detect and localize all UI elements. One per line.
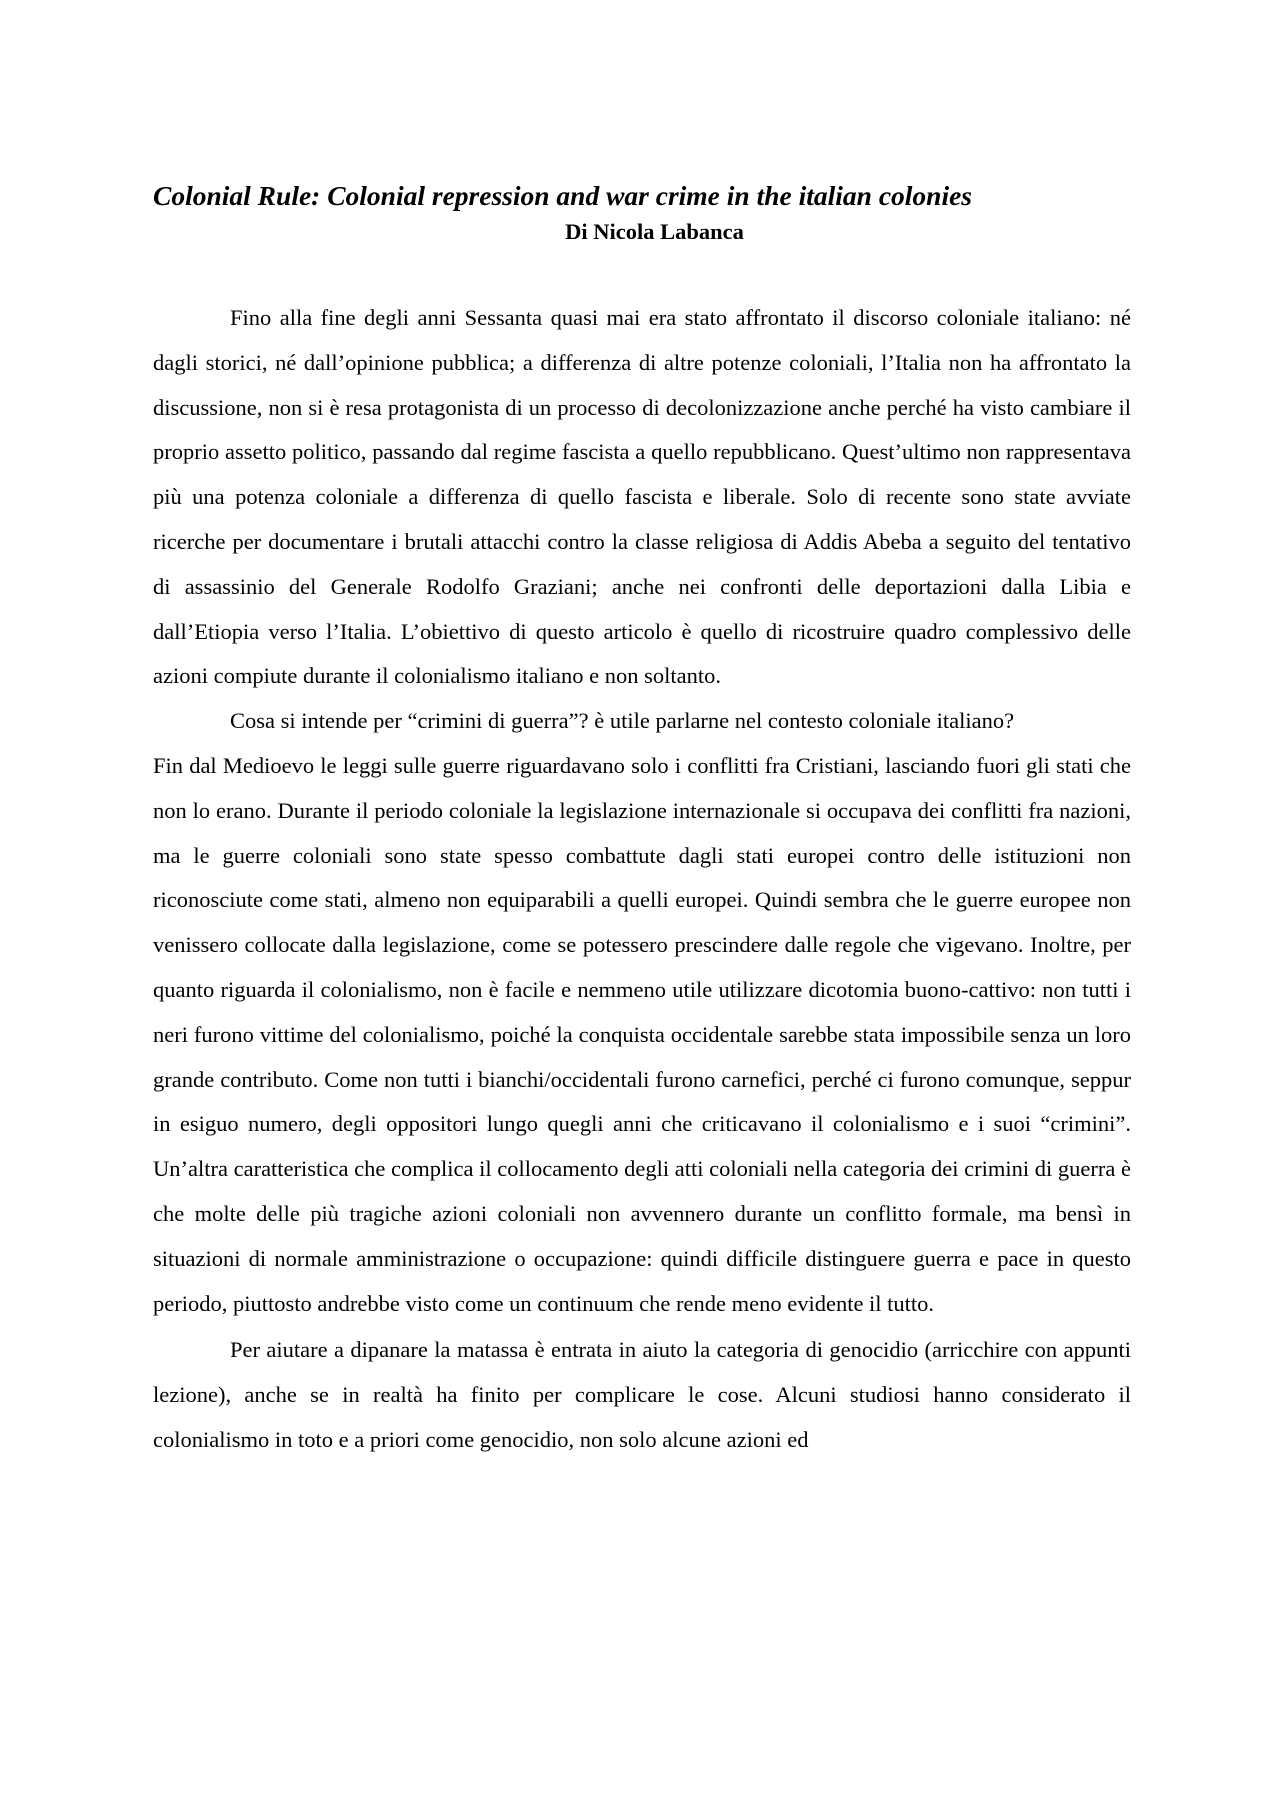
paragraph-genocide: Per aiutare a dipanare la matassa è entrata in aiuto la categoria di genocidio (arricchire con appunti lezione), anche se in realtà ha finito per complicare le cose. Alcuni studiosi hanno considerato il colonialismo in toto e a priori come genocidio, non solo alcune azioni ed bbox=[153, 1337, 1131, 1452]
document-author: Di Nicola Labanca bbox=[565, 219, 744, 244]
document-body bbox=[153, 296, 1131, 1463]
paragraph-medieval-laws: Fin dal Medioevo le leggi sulle guerre riguardavano solo i conflitti fra Cristiani, lasciando fuori gli stati che non lo erano. Durante il periodo coloniale la legislazione internazionale si occupava dei conflitti fra nazioni, ma le guerre coloniali sono state spesso combattute dagli stati europei contro delle istituzioni non riconosciute come stati, almeno non equiparabili a quelli europei. Quindi sembra che le guerre europee non venissero collocate dalla legislazione, come se potessero prescindere dalle regole che vigevano. Inoltre, per quanto riguarda il colonialismo, non è facile e nemmeno utile utilizzare dicotomia buono-cattivo: non tutti i neri furono vittime del colonialismo, poiché la conquista occidentale sarebbe stata impossibile senza un loro grande contributo. Come non tutti i bianchi/occidentali furono carnefici, perché ci furono comunque, seppur in esiguo numero, degli oppositori lungo quegli anni che criticavano il colonialismo e i suoi “crimini”. Un’altra caratteristica che complica il collocamento degli atti coloniali nella categoria dei crimini di guerra è che molte delle più tragiche azioni coloniali non avvennero durante un conflitto formale, ma bensì in situazioni di normale amministrazione o occupazione: quindi difficile distinguere guerra e pace in questo periodo, piuttosto andrebbe visto come un continuum che rende meno evidente il tutto. bbox=[153, 752, 1131, 1316]
document-title: Colonial Rule: Colonial repression and war crime in the italian colonies bbox=[153, 180, 973, 211]
document-page bbox=[153, 176, 1131, 1463]
paragraph-intro: Fino alla fine degli anni Sessanta quasi mai era stato affrontato il discorso coloniale italiano: né dagli storici, né dall’opinione pubblica; a differenza di altre potenze coloniali, l’Italia non ha affrontato la discussione, non si è resa protagonista di un processo di decolonizzazione anche perché ha visto cambiare il proprio assetto politico, passando dal regime fascista a quello repubblicano. Quest’ultimo non rappresentava più una potenza coloniale a differenza di quello fascista e liberale. Solo di recente sono state avviate ricerche per documentare i brutali attacchi contro la classe religiosa di Addis Abeba a seguito del tentativo di assassinio del Generale Rodolfo Graziani; anche nei confronti delle deportazioni dalla Libia e dall’Etiopia verso l’Italia. L’obiettivo di questo articolo è quello di ricostruire quadro complessivo delle azioni compiute durante il colonialismo italiano e non soltanto. bbox=[153, 305, 1131, 689]
paragraph-question: Cosa si intende per “crimini di guerra”? è utile parlarne nel contesto coloniale italiano? bbox=[230, 708, 1015, 734]
